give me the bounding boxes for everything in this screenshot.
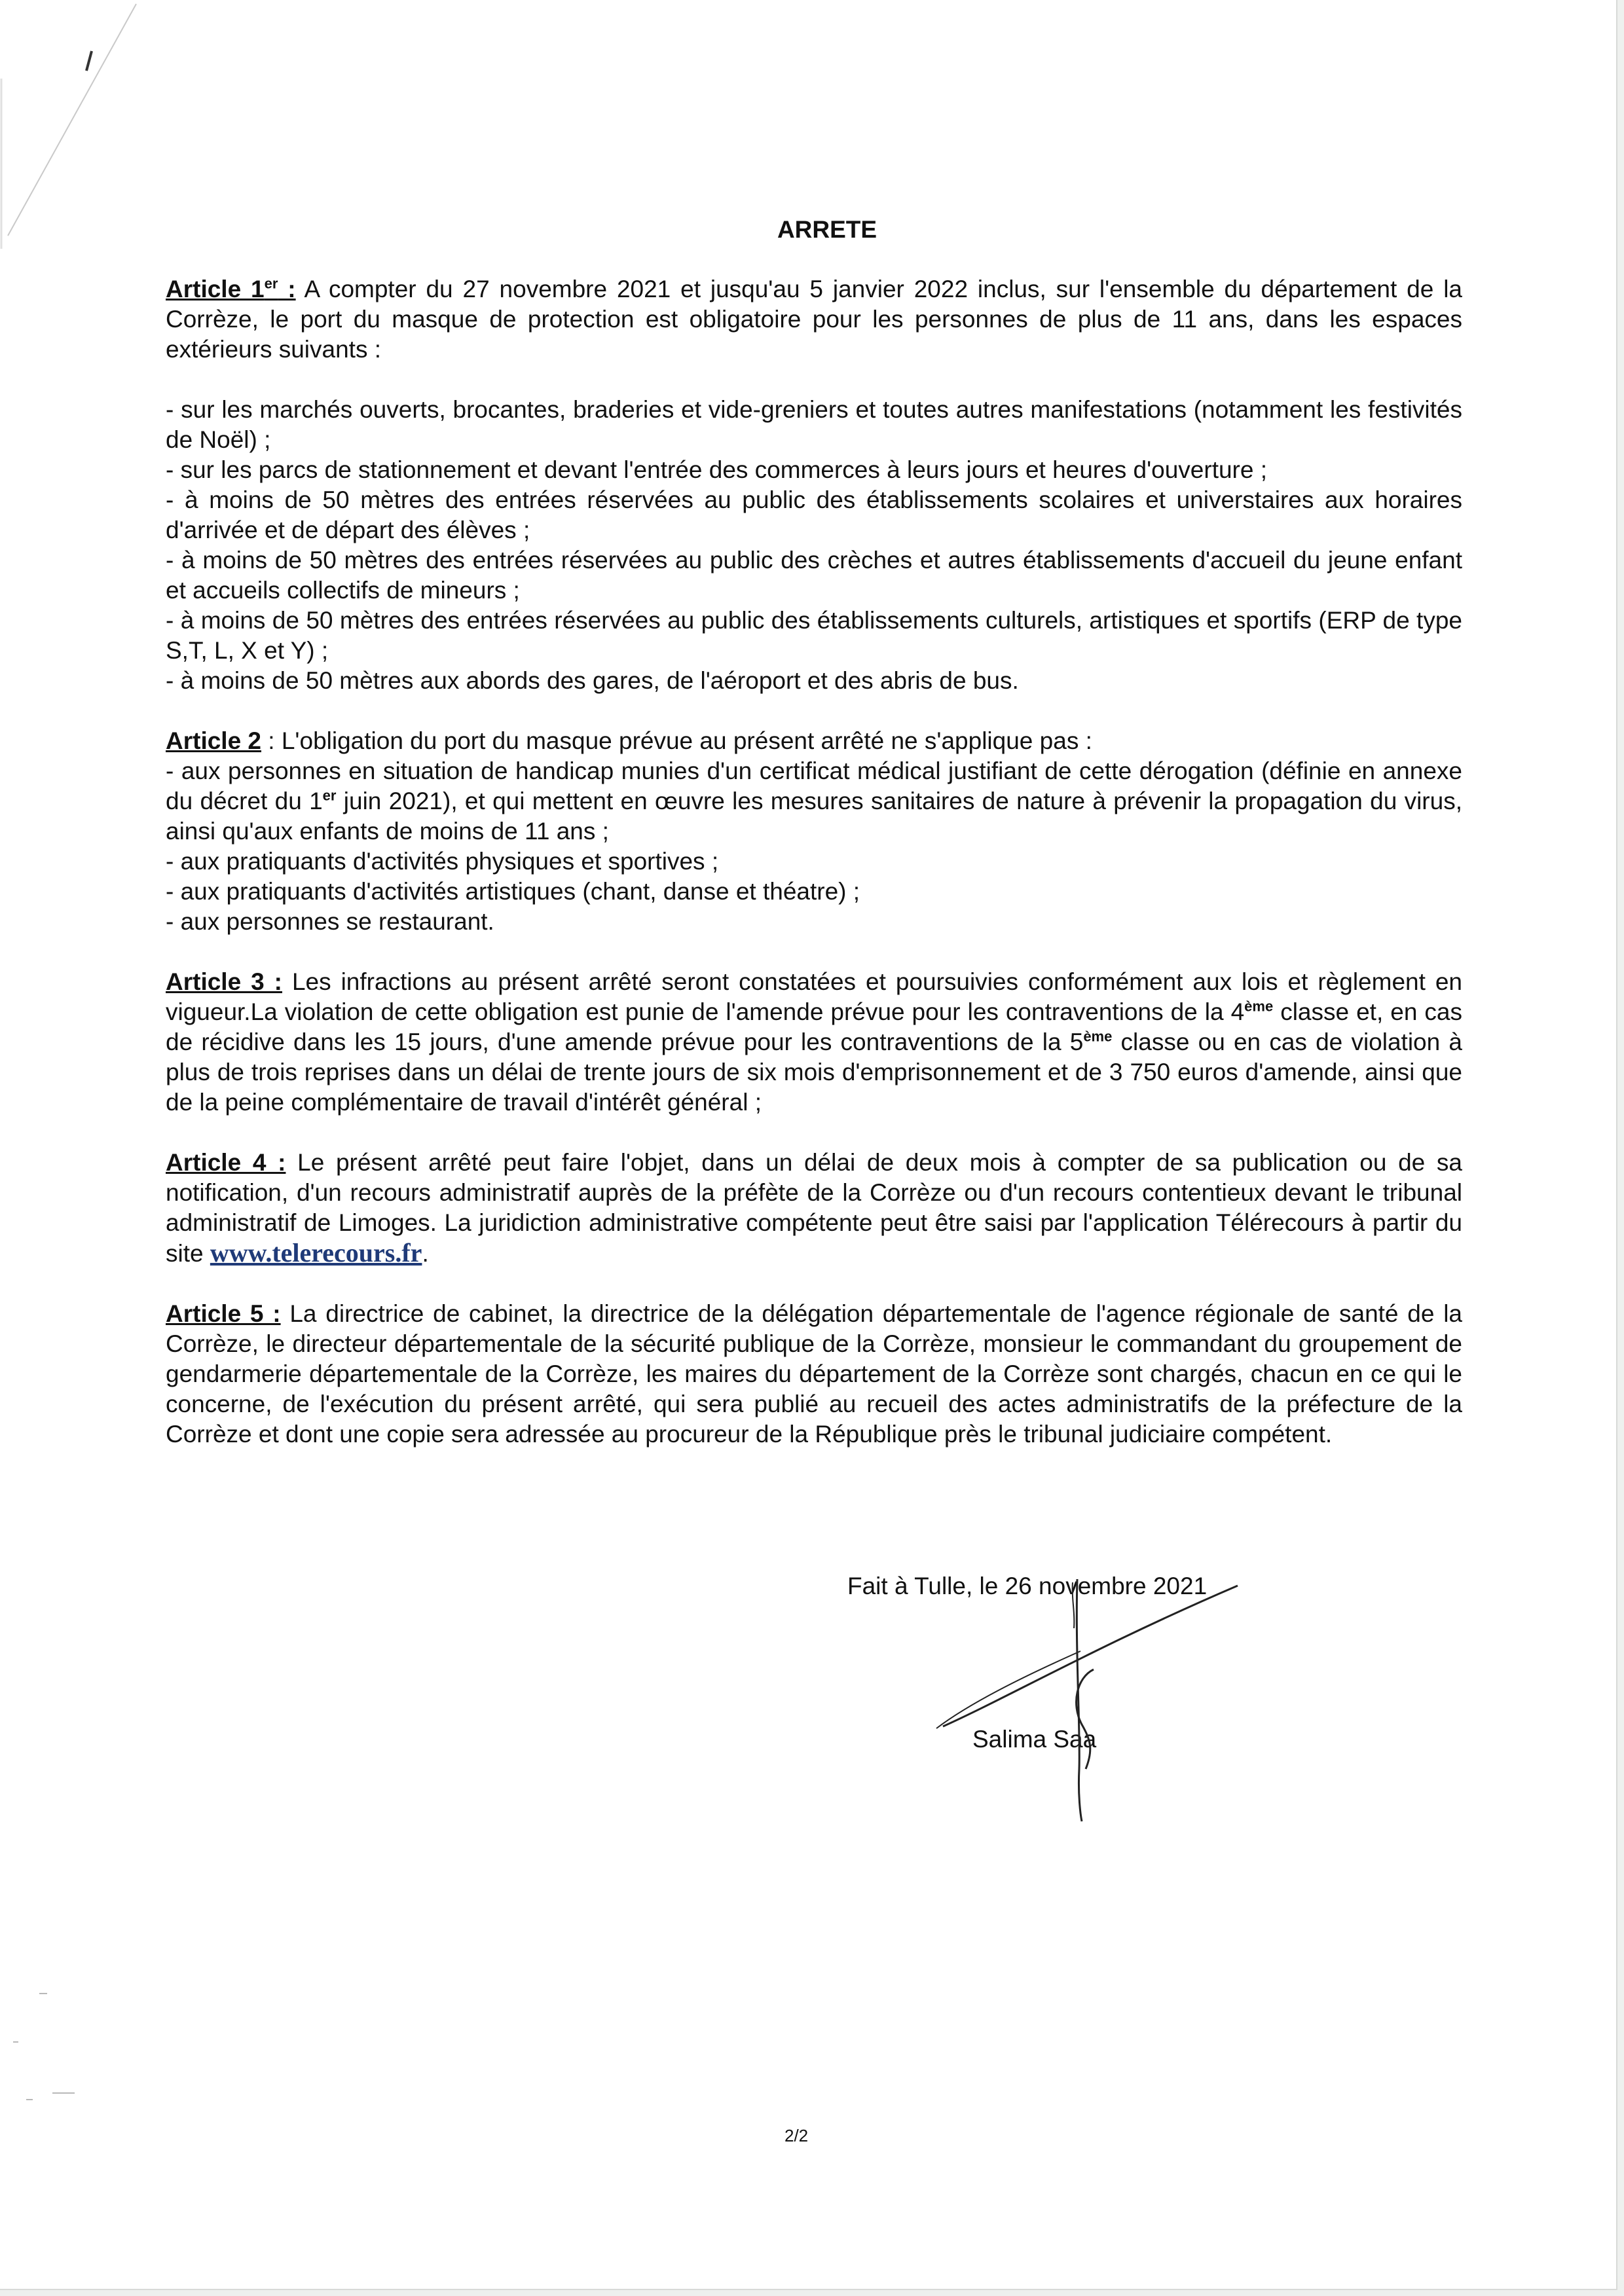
article-2-item: - aux personnes en situation de handicap munies d'un certificat médical justifiant de cette dérogation (définie en annexe du décret du 1er juin 2021), et qui mettent en œuvre les mesures sanitaires de nature à prévenir la propagation du virus, ainsi qu'aux enfants de moins de 11 ans ; [166, 757, 1462, 845]
article-2-label: Article 2 [166, 727, 262, 754]
article-2-item: - aux personnes se restaurant. [166, 908, 494, 935]
signature-block [845, 1573, 1303, 1834]
article-3-text: Article 3 : Les infractions au présent arrêté seront constatées et poursuivies conformément aux lois et règlement en vigueur.La violation de cette obligation est punie de l'amende prévue pour les contraventions de la 4ème classe et, en cas de récidive dans les 15 jours, d'une amende prévue pour les contraventions de la 5ème classe ou en cas de violation à plus de trois reprises dans un délai de trente jours de six mois d'emprisonnement et de 3 750 euros d'amende, ainsi que de la peine complémentaire de travail d'intérêt général ; [166, 968, 1462, 1116]
handwritten-signature [930, 1573, 1297, 1828]
article-1-item: - à moins de 50 mètres des entrées réservées au public des établissements culturels, artistiques et sportifs (ERP de type S,T, L, X et Y) ; [166, 607, 1462, 664]
article-1-item: - à moins de 50 mètres aux abords des gares, de l'aéroport et des abris de bus. [166, 667, 1019, 694]
document-body [166, 215, 1462, 1480]
article-1-item: - à moins de 50 mètres des entrées réservées au public des crèches et autres établissements d'accueil du jeune enfant et accueils collectifs de mineurs ; [166, 547, 1462, 604]
article-2-intro: Article 2 : L'obligation du port du masque prévue au présent arrêté ne s'applique pas : [166, 727, 1092, 754]
page-number: 2/2 [784, 2126, 809, 2145]
article-1-item: - sur les marchés ouverts, brocantes, braderies et vide-greniers et toutes autres manifestations (notamment les festivités de Noël) ; [166, 396, 1462, 453]
document-title: ARRETE [777, 216, 877, 243]
article-5-label: Article 5 : [166, 1300, 281, 1327]
article-4-text: Article 4 : Le présent arrêté peut faire l'objet, dans un délai de deux mois à compter de sa publication ou de sa notification, d'un recours administratif auprès de la préfète de la Corrèze ou d'un recours contentieux devant le tribunal administratif de Limoges. La juridiction administrative compétente peut être saisi par l'application Télérecours à partir du site www.telerecours.fr. [166, 1149, 1462, 1267]
article-1-intro: Article 1er : A compter du 27 novembre 2021 et jusqu'au 5 janvier 2022 inclus, sur l'ensemble du département de la Corrèze, le port du masque de protection est obligatoire pour les personnes de plus de 11 ans, dans les espaces extérieurs suivants : [166, 275, 1462, 363]
article-1-item: - sur les parcs de stationnement et devant l'entrée des commerces à leurs jours et heures d'ouverture ; [166, 456, 1268, 483]
article-3-label: Article 3 : [166, 968, 282, 995]
scan-speck [13, 2041, 18, 2043]
article-4-label: Article 4 : [166, 1149, 286, 1176]
blank-line [166, 365, 1462, 395]
article-1-label: Article 1er : [166, 275, 296, 302]
scan-speck [26, 2099, 33, 2100]
scan-edge-marks [0, 0, 144, 249]
scan-speck [39, 1993, 47, 1994]
article-5-text: Article 5 : La directrice de cabinet, la directrice de la délégation départementale de l'agence régionale de santé de la Corrèze, le directeur départementale de la sécurité publique de la Corrèze, monsieur le commandant du groupement de gendarmerie départementale de la Corrèze, les maires du département de la Corrèze sont chargés, chacun en ce qui le concerne, de l'exécution du présent arrêté, qui sera publié au recueil des actes administratifs de la préfecture de la Corrèze et dont une copie sera adressée au procureur de la République près le tribunal judiciaire compétent. [166, 1300, 1462, 1448]
article-2-item: - aux pratiquants d'activités physiques et sportives ; [166, 848, 719, 875]
signatory-name: Salima Saa [972, 1726, 1097, 1753]
scan-speck [52, 2092, 75, 2094]
article-1-item: - à moins de 50 mètres des entrées réservées au public des établissements scolaires et universtaires aux horaires d'arrivée et de départ des élèves ; [166, 486, 1462, 543]
article-2-item: - aux pratiquants d'activités artistiques (chant, danse et théatre) ; [166, 878, 860, 905]
telerecours-link[interactable]: www.telerecours.fr [210, 1238, 422, 1267]
signature-place-date: Fait à Tulle, le 26 novembre 2021 [847, 1573, 1208, 1599]
